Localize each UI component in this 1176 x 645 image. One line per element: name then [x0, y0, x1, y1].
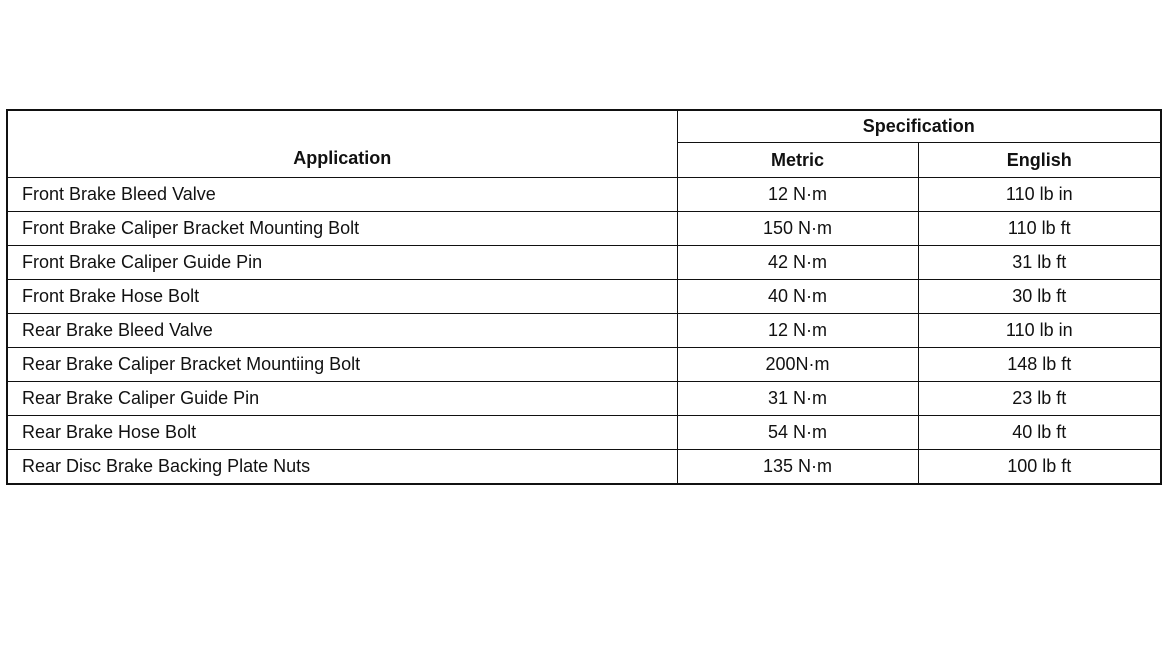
application-cell: Front Brake Caliper Bracket Mounting Bolt: [7, 212, 677, 246]
metric-cell: 42 N·m: [677, 246, 918, 280]
table-row: [7, 212, 1161, 246]
english-cell: 30 lb ft: [918, 280, 1161, 314]
table-row: [7, 280, 1161, 314]
english-cell: 110 lb ft: [918, 212, 1161, 246]
application-cell: Rear Disc Brake Backing Plate Nuts: [7, 450, 677, 485]
table-row: [7, 382, 1161, 416]
metric-cell: 54 N·m: [677, 416, 918, 450]
english-cell: 31 lb ft: [918, 246, 1161, 280]
table-body: [7, 178, 1161, 485]
application-cell: Front Brake Bleed Valve: [7, 178, 677, 212]
metric-cell: 150 N·m: [677, 212, 918, 246]
english-cell: 110 lb in: [918, 314, 1161, 348]
metric-cell: 12 N·m: [677, 314, 918, 348]
english-cell: 100 lb ft: [918, 450, 1161, 485]
english-cell: 40 lb ft: [918, 416, 1161, 450]
application-cell: Front Brake Caliper Guide Pin: [7, 246, 677, 280]
metric-column-header: Metric: [677, 143, 918, 178]
application-cell: Rear Brake Hose Bolt: [7, 416, 677, 450]
english-cell: 148 lb ft: [918, 348, 1161, 382]
english-cell: 110 lb in: [918, 178, 1161, 212]
metric-cell: 40 N·m: [677, 280, 918, 314]
header-row-top: [7, 110, 1161, 143]
table-row: [7, 348, 1161, 382]
table-header: [7, 110, 1161, 178]
metric-cell: 12 N·m: [677, 178, 918, 212]
metric-cell: 31 N·m: [677, 382, 918, 416]
metric-cell: 135 N·m: [677, 450, 918, 485]
application-cell: Front Brake Hose Bolt: [7, 280, 677, 314]
table-row: [7, 450, 1161, 485]
fastener-specification-table: [6, 109, 1162, 485]
specification-column-header: Specification: [677, 110, 1161, 143]
table-row: [7, 416, 1161, 450]
table-row: [7, 246, 1161, 280]
application-cell: Rear Brake Bleed Valve: [7, 314, 677, 348]
table-row: [7, 178, 1161, 212]
application-cell: Rear Brake Caliper Bracket Mountiing Bolt: [7, 348, 677, 382]
table-row: [7, 314, 1161, 348]
metric-cell: 200N·m: [677, 348, 918, 382]
english-cell: 23 lb ft: [918, 382, 1161, 416]
english-column-header: English: [918, 143, 1161, 178]
application-column-header: Application: [7, 110, 677, 178]
application-cell: Rear Brake Caliper Guide Pin: [7, 382, 677, 416]
